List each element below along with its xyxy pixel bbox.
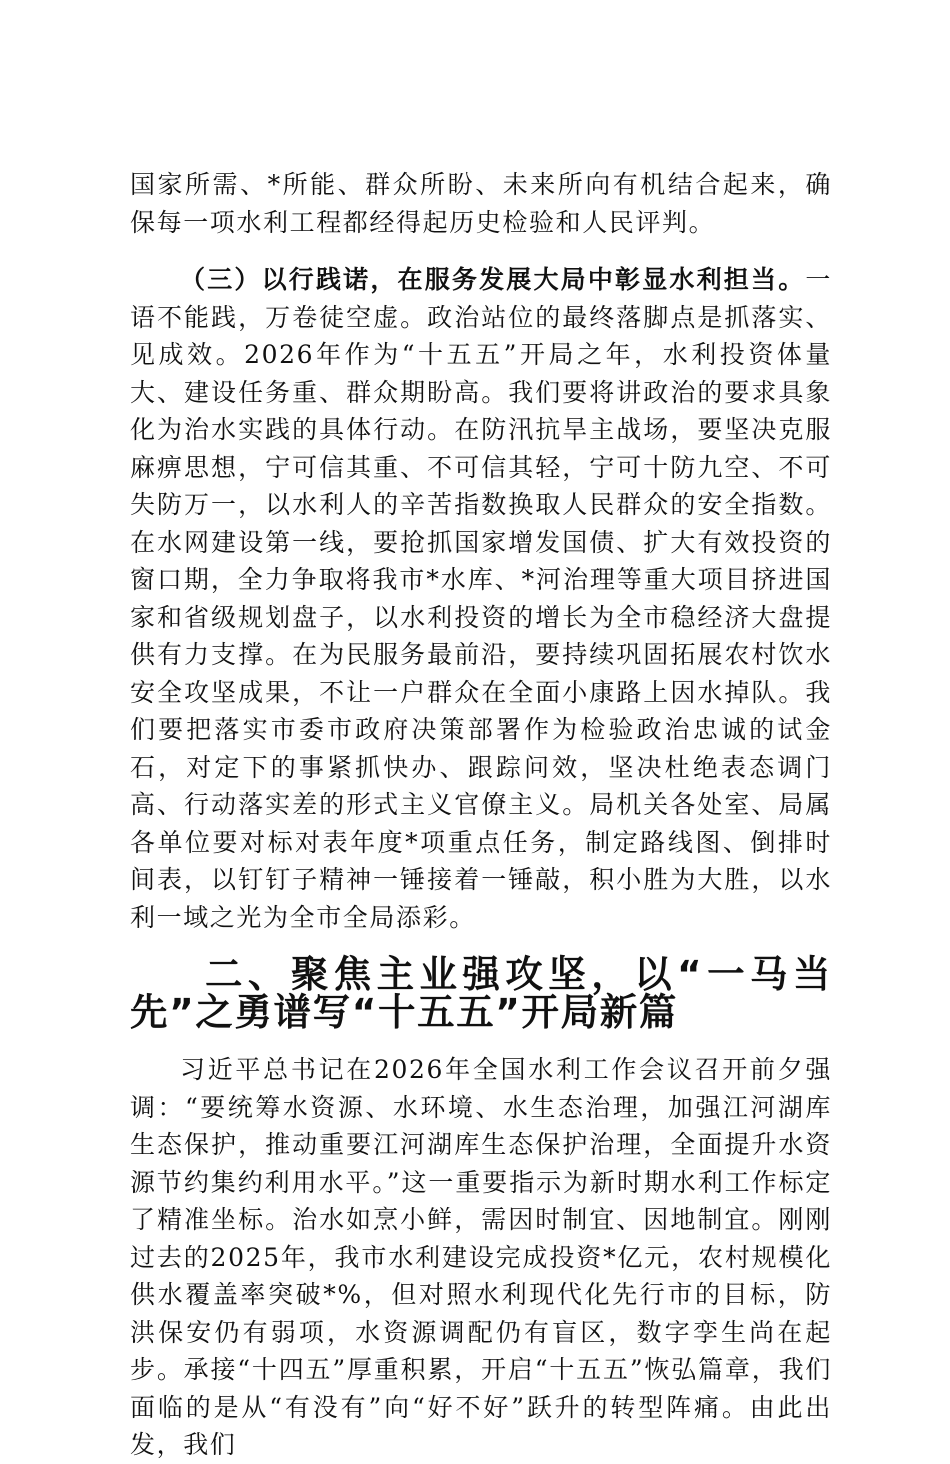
paragraph-section-two-intro: 习近平总书记在2026年全国水利工作会议召开前夕强调：“要统筹水资源、水环境、水生态治理，加强江河湖库生态保护，推动重要江河湖库生态保护治理，全面提升水资源节约集约利用水平。”这一重要指示为新时期水利工作标定了精准坐标。治水如烹小鲜，需因时制宜、因地制宜。刚刚过去的2025年，我市水利建设完成投资*亿元，农村规模化供水覆盖率突破*%，但对照水利现代化先行市的目标，防洪保安仍有弱项，水资源调配仍有盲区，数字孪生尚在起步。承接“十四五”厚重积累，开启“十五五”恢弘篇章，我们面临的是从“有没有”向“好不好”跃升的转型阵痛。由此出发，我们: [130, 1055, 832, 1459]
section-three-lead: （三）以行践诺，在服务发展大局中彰显水利担当。: [180, 265, 806, 294]
section-two-heading: 二、聚焦主业强攻坚，以“一马当先”之勇谱写“十五五”开局新篇: [130, 952, 832, 1034]
paragraph-continuation: 国家所需、*所能、群众所盼、未来所向有机结合起来，确保每一项水利工程都经得起历史检验和人民评判。: [130, 170, 832, 237]
paragraph-section-three: [130, 261, 832, 936]
section-three-body: 一语不能践，万卷徒空虚。政治站位的最终落脚点是抓落实、见成效。2026年作为“十五五”开局之年，水利投资体量大、建设任务重、群众期盼高。我们要将讲政治的要求具象化为治水实践的具体行动。在防汛抗旱主战场，要坚决克服麻痹思想，宁可信其重、不可信其轻，宁可十防九空、不可失防万一，以水利人的辛苦指数换取人民群众的安全指数。在水网建设第一线，要抢抓国家增发国债、扩大有效投资的窗口期，全力争取将我市*水库、*河治理等重大项目挤进国家和省级规划盘子，以水利投资的增长为全市稳经济大盘提供有力支撑。在为民服务最前沿，要持续巩固拓展农村饮水安全攻坚成果，不让一户群众在全面小康路上因水掉队。我们要把落实市委市政府决策部署作为检验政治忠诚的试金石，对定下的事紧抓快办、跟踪问效，坚决杜绝表态调门高、行动落实差的形式主义官僚主义。局机关各处室、局属各单位要对标对表年度*项重点任务，制定路线图、倒排时间表，以钉钉子精神一锤接着一锤敲，积小胜为大胜，以水利一域之光为全市全局添彩。: [130, 265, 832, 932]
document-page: [130, 166, 832, 1464]
